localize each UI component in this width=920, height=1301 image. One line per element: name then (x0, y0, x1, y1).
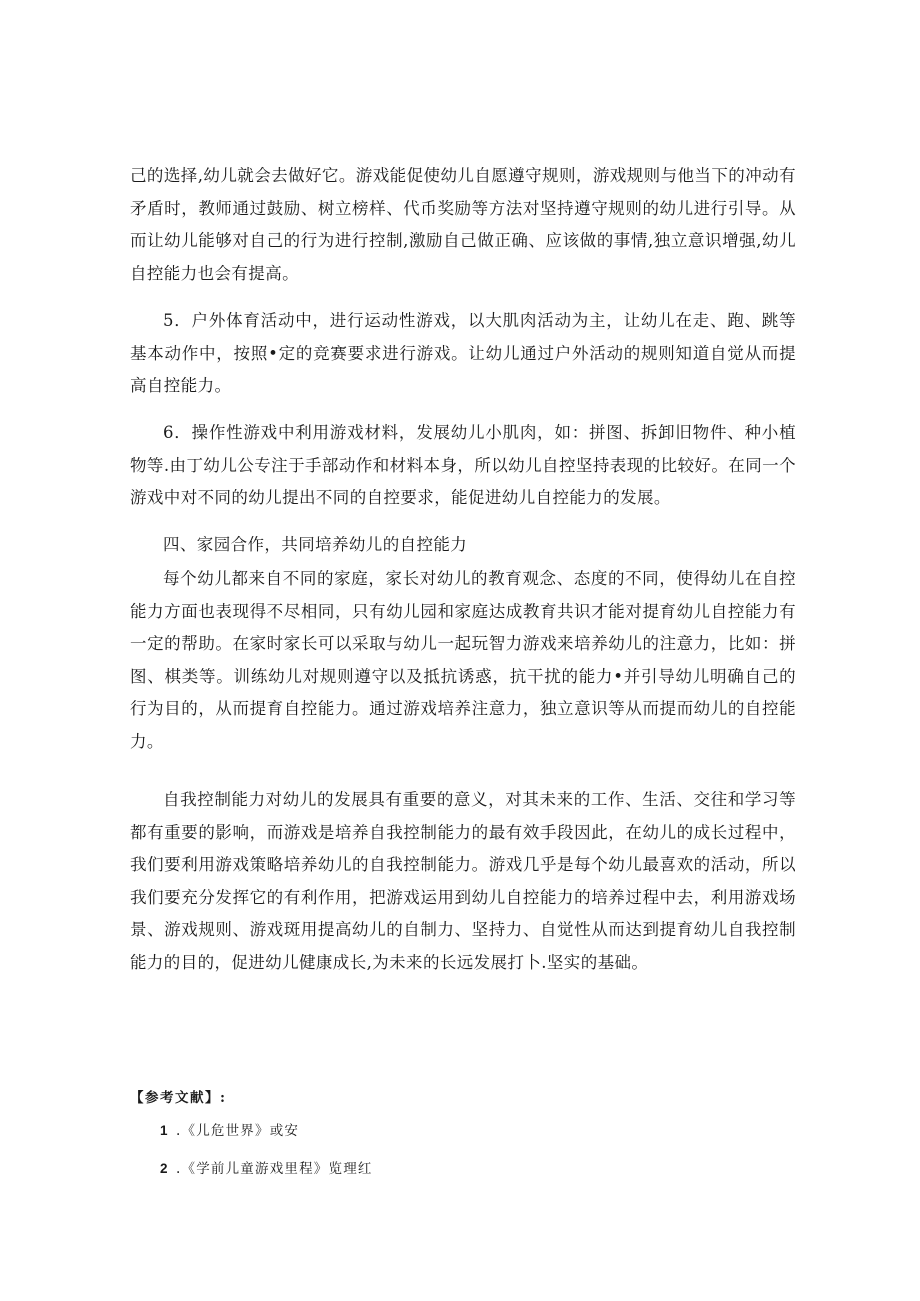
reference-number: 1 (160, 1123, 169, 1138)
reference-text: .《儿危世界》或安 (176, 1123, 300, 1139)
paragraph-item-6 (130, 417, 796, 515)
paragraph-text: 自我控制能力对幼儿的发展具有重要的意义，对其未来的工作、生活、交往和学习等都有重要的影响，而游戏是培养自我控制能力的最有效手段因此，在幼儿的成长过程中，我们要利用游戏策略培养幼儿的自我控制能力。游戏几乎是每个幼儿最喜欢的活动，所以我们要充分发挥它的有利作用，把游戏运用到幼儿自控能力的培养过程中去，利用游戏场景、游戏规则、游戏斑用提高幼儿的自制力、坚持力、自觉性从而达到提育幼儿自我控制能力的目的，促进幼儿健康成长,为未来的长远发展打卜.坚实的基础。 (130, 790, 796, 972)
paragraph-continued (130, 160, 796, 290)
paragraph-item-5 (130, 305, 796, 403)
reference-item (160, 1119, 299, 1139)
reference-text: .《学前儿童游戏里程》览理红 (176, 1161, 373, 1177)
reference-number: 2 (160, 1161, 169, 1176)
section-heading-text: 四、家园合作，共同培养幼儿的自控能力 (163, 535, 468, 554)
paragraph-text: 己的选择,幼儿就会去做好它。游戏能促使幼儿自愿遵守规则，游戏规则与他当下的冲动有矛盾时，教师通过鼓励、树立榜样、代币奖励等方法对坚持遵守规则的幼儿进行引导。从而让幼儿能够对自己的行为进行控制,激励自己做正确、应该做的事情,独立意识增强,幼儿自控能力也会有提高。 (130, 166, 796, 283)
paragraph-text: 每个幼儿都来自不同的家庭，家长对幼儿的教育观念、态度的不同，使得幼儿在自控能力方面也表现得不尽相同，只有幼儿园和家庭达成教育共识才能对提育幼儿自控能力有一定的帮助。在家时家长可以采取与幼儿一起玩智力游戏来培养幼儿的注意力，比如：拼图、棋类等。训练幼儿对规则遵守以及抵抗诱惑，抗干扰的能力•并引导幼儿明确自己的行为目的，从而提育自控能力。通过游戏培养注意力，独立意识等从而提而幼儿的自控能力。 (130, 569, 796, 751)
section-heading (130, 529, 796, 562)
reference-item (160, 1157, 373, 1177)
references-title: 【参考文献】: (130, 1090, 227, 1106)
paragraph-conclusion (130, 784, 796, 979)
paragraph-home-cooperation (130, 563, 796, 758)
paragraph-text: 5．户外体育活动中，进行运动性游戏，以大肌肉活动为主，让幼儿在走、跑、跳等基本动作中，按照•定的竞赛要求进行游戏。让幼儿通过户外活动的规则知道自觉从而提高自控能力。 (130, 311, 796, 395)
paragraph-text: 6．操作性游戏中利用游戏材料，发展幼儿小肌肉，如：拼图、拆卸旧物件、种小植物等.由丁幼儿公专注于手部动作和材料本身，所以幼儿自控坚持表现的比较好。在同一个游戏中对不同的幼儿提出不同的自控要求，能促进幼儿自控能力的发展。 (130, 423, 796, 507)
